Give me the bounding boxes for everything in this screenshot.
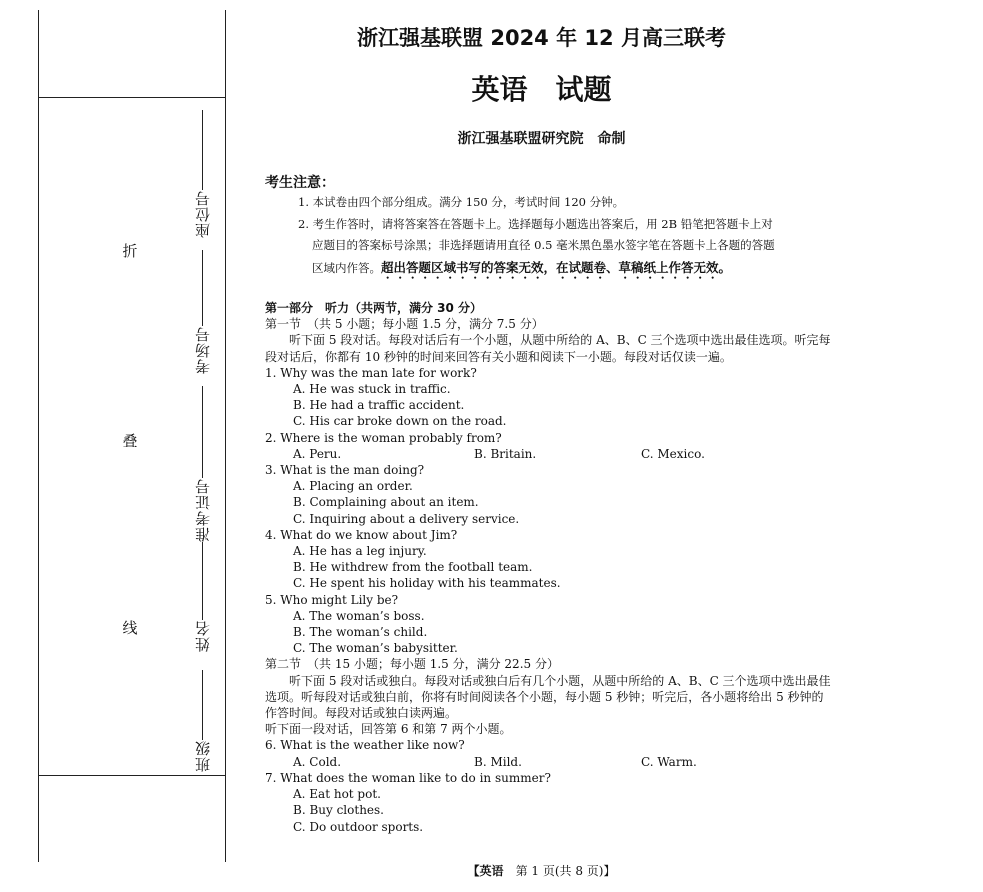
fold-char-2: 叠: [122, 432, 138, 450]
q2-option-c: C. Mexico.: [641, 446, 705, 461]
q6-option-a: A. Cold.: [293, 754, 342, 769]
subject-title: 英语 试题: [471, 73, 612, 106]
q7-option-b: B. Buy clothes.: [293, 803, 384, 818]
notice-emphasis: 超出答题区域书写的答案无效，在试题卷、草稿纸上作答无效。: [381, 260, 732, 275]
question-1: 1. Why was the man late for work?: [265, 365, 477, 380]
seat-number-label: 座位号: [193, 190, 212, 238]
class-field[interactable]: [190, 668, 214, 772]
q3-option-b: B. Complaining about an item.: [293, 495, 479, 510]
notice-item-2-line-3: [312, 258, 847, 282]
q7-option-a: A. Eat hot pot.: [293, 787, 381, 802]
section1-title: 第一节 （共 5 小题；每小题 1.5 分，满分 7.5 分）: [265, 317, 544, 332]
fold-char-1: 折: [122, 242, 138, 260]
section2-title: 第二节 （共 15 小题；每小题 1.5 分，满分 22.5 分）: [265, 657, 559, 672]
q6-option-b: B. Mild.: [474, 754, 522, 769]
q6-option-c: C. Warm.: [641, 754, 697, 769]
question-4: 4. What do we know about Jim?: [265, 527, 458, 542]
notice-item-2-text: 区域内作答。: [312, 261, 381, 275]
name-field[interactable]: [190, 540, 214, 652]
admission-number-line: [202, 386, 203, 478]
part1-title: 第一部分 听力（共两节，满分 30 分）: [265, 301, 483, 315]
notice-item-1: 1. 本试卷由四个部分组成。满分 150 分，考试时间 120 分钟。: [298, 195, 625, 209]
q4-option-c: C. He spent his holiday with his teammates.: [293, 576, 561, 591]
class-line: [202, 670, 203, 740]
seat-number-line: [202, 110, 203, 190]
q5-option-b: B. The woman’s child.: [293, 625, 428, 640]
name-line: [202, 542, 203, 620]
exam-room-line: [202, 250, 203, 326]
listening-part: [265, 300, 835, 835]
notice-item-2-line-2: 应题目的答案标号涂黑；非选择题请用直径 0.5 毫米黑色墨水签字笔在答题卡上各题的答题: [312, 238, 775, 252]
q2-options: [265, 446, 835, 462]
q3-option-a: A. Placing an order.: [293, 479, 413, 494]
fold-char-3: 线: [122, 619, 138, 637]
class-label: 班级: [193, 740, 212, 772]
maker-line: 浙江强基联盟研究院 命制: [457, 131, 626, 147]
section1-instructions: 听下面 5 段对话。每段对话后有一个小题，从题中所给的 A、B、C 三个选项中选出最佳选项。听完每段对话后，你都有 10 秒钟的时间来回答有关小题和阅读下一小题。每段对话仅读一遍。: [265, 333, 831, 364]
q1-option-b: B. He had a traffic accident.: [293, 398, 465, 413]
question-6: 6. What is the weather like now?: [265, 738, 465, 753]
q5-option-a: A. The woman’s boss.: [293, 608, 425, 623]
exam-room-field[interactable]: [190, 248, 214, 374]
q2-option-b: B. Britain.: [474, 446, 537, 461]
q2-option-a: A. Peru.: [293, 446, 342, 461]
name-label: 姓名: [193, 620, 212, 652]
footer-page: 第 1 页(共 8 页)】: [515, 864, 616, 878]
q5-option-c: C. The woman’s babysitter.: [293, 641, 458, 656]
exam-room-label: 考场号: [193, 326, 212, 374]
q3-option-c: C. Inquiring about a delivery service.: [293, 511, 520, 526]
question-3: 3. What is the man doing?: [265, 463, 425, 478]
q7-option-c: C. Do outdoor sports.: [293, 819, 424, 834]
question-7: 7. What does the woman like to do in summer?: [265, 770, 551, 785]
admission-number-field[interactable]: [190, 384, 214, 542]
candidate-info-fields: [190, 108, 214, 788]
q1-option-a: A. He was stuck in traffic.: [293, 382, 451, 397]
q4-option-a: A. He has a leg injury.: [293, 544, 427, 559]
page-footer: [0, 862, 983, 879]
notice-heading: 考生注意：: [265, 175, 335, 191]
footer-subject: 【英语: [467, 864, 504, 878]
q1-option-c: C. His car broke down on the road.: [293, 414, 507, 429]
section2-instructions: 听下面 5 段对话或独白。每段对话或独白后有几个小题，从题中所给的 A、B、C 三个选项中选出最佳选项。听每段对话或独白前，你将有时间阅读各个小题，每小题 5 秒钟；听完后，各小题将给出 5 秒钟的作答时间。每段对话或独白读两遍。: [265, 673, 831, 721]
question-2: 2. Where is the woman probably from?: [265, 430, 502, 445]
admission-number-label: 准考证号: [193, 478, 212, 542]
q4-option-b: B. He withdrew from the football team.: [293, 560, 533, 575]
exam-title: 浙江强基联盟 2024 年 12 月高三联考: [357, 26, 726, 50]
question-5: 5. Who might Lily be?: [265, 592, 399, 607]
notice-item-2-line-1: 2. 考生作答时，请将答案答在答题卡上。选择题每小题选出答案后，用 2B 铅笔把答题卡上对: [298, 217, 773, 231]
dialog-6-intro: 听下面一段对话，回答第 6 和第 7 两个小题。: [265, 722, 512, 737]
q6-options: [265, 754, 835, 770]
